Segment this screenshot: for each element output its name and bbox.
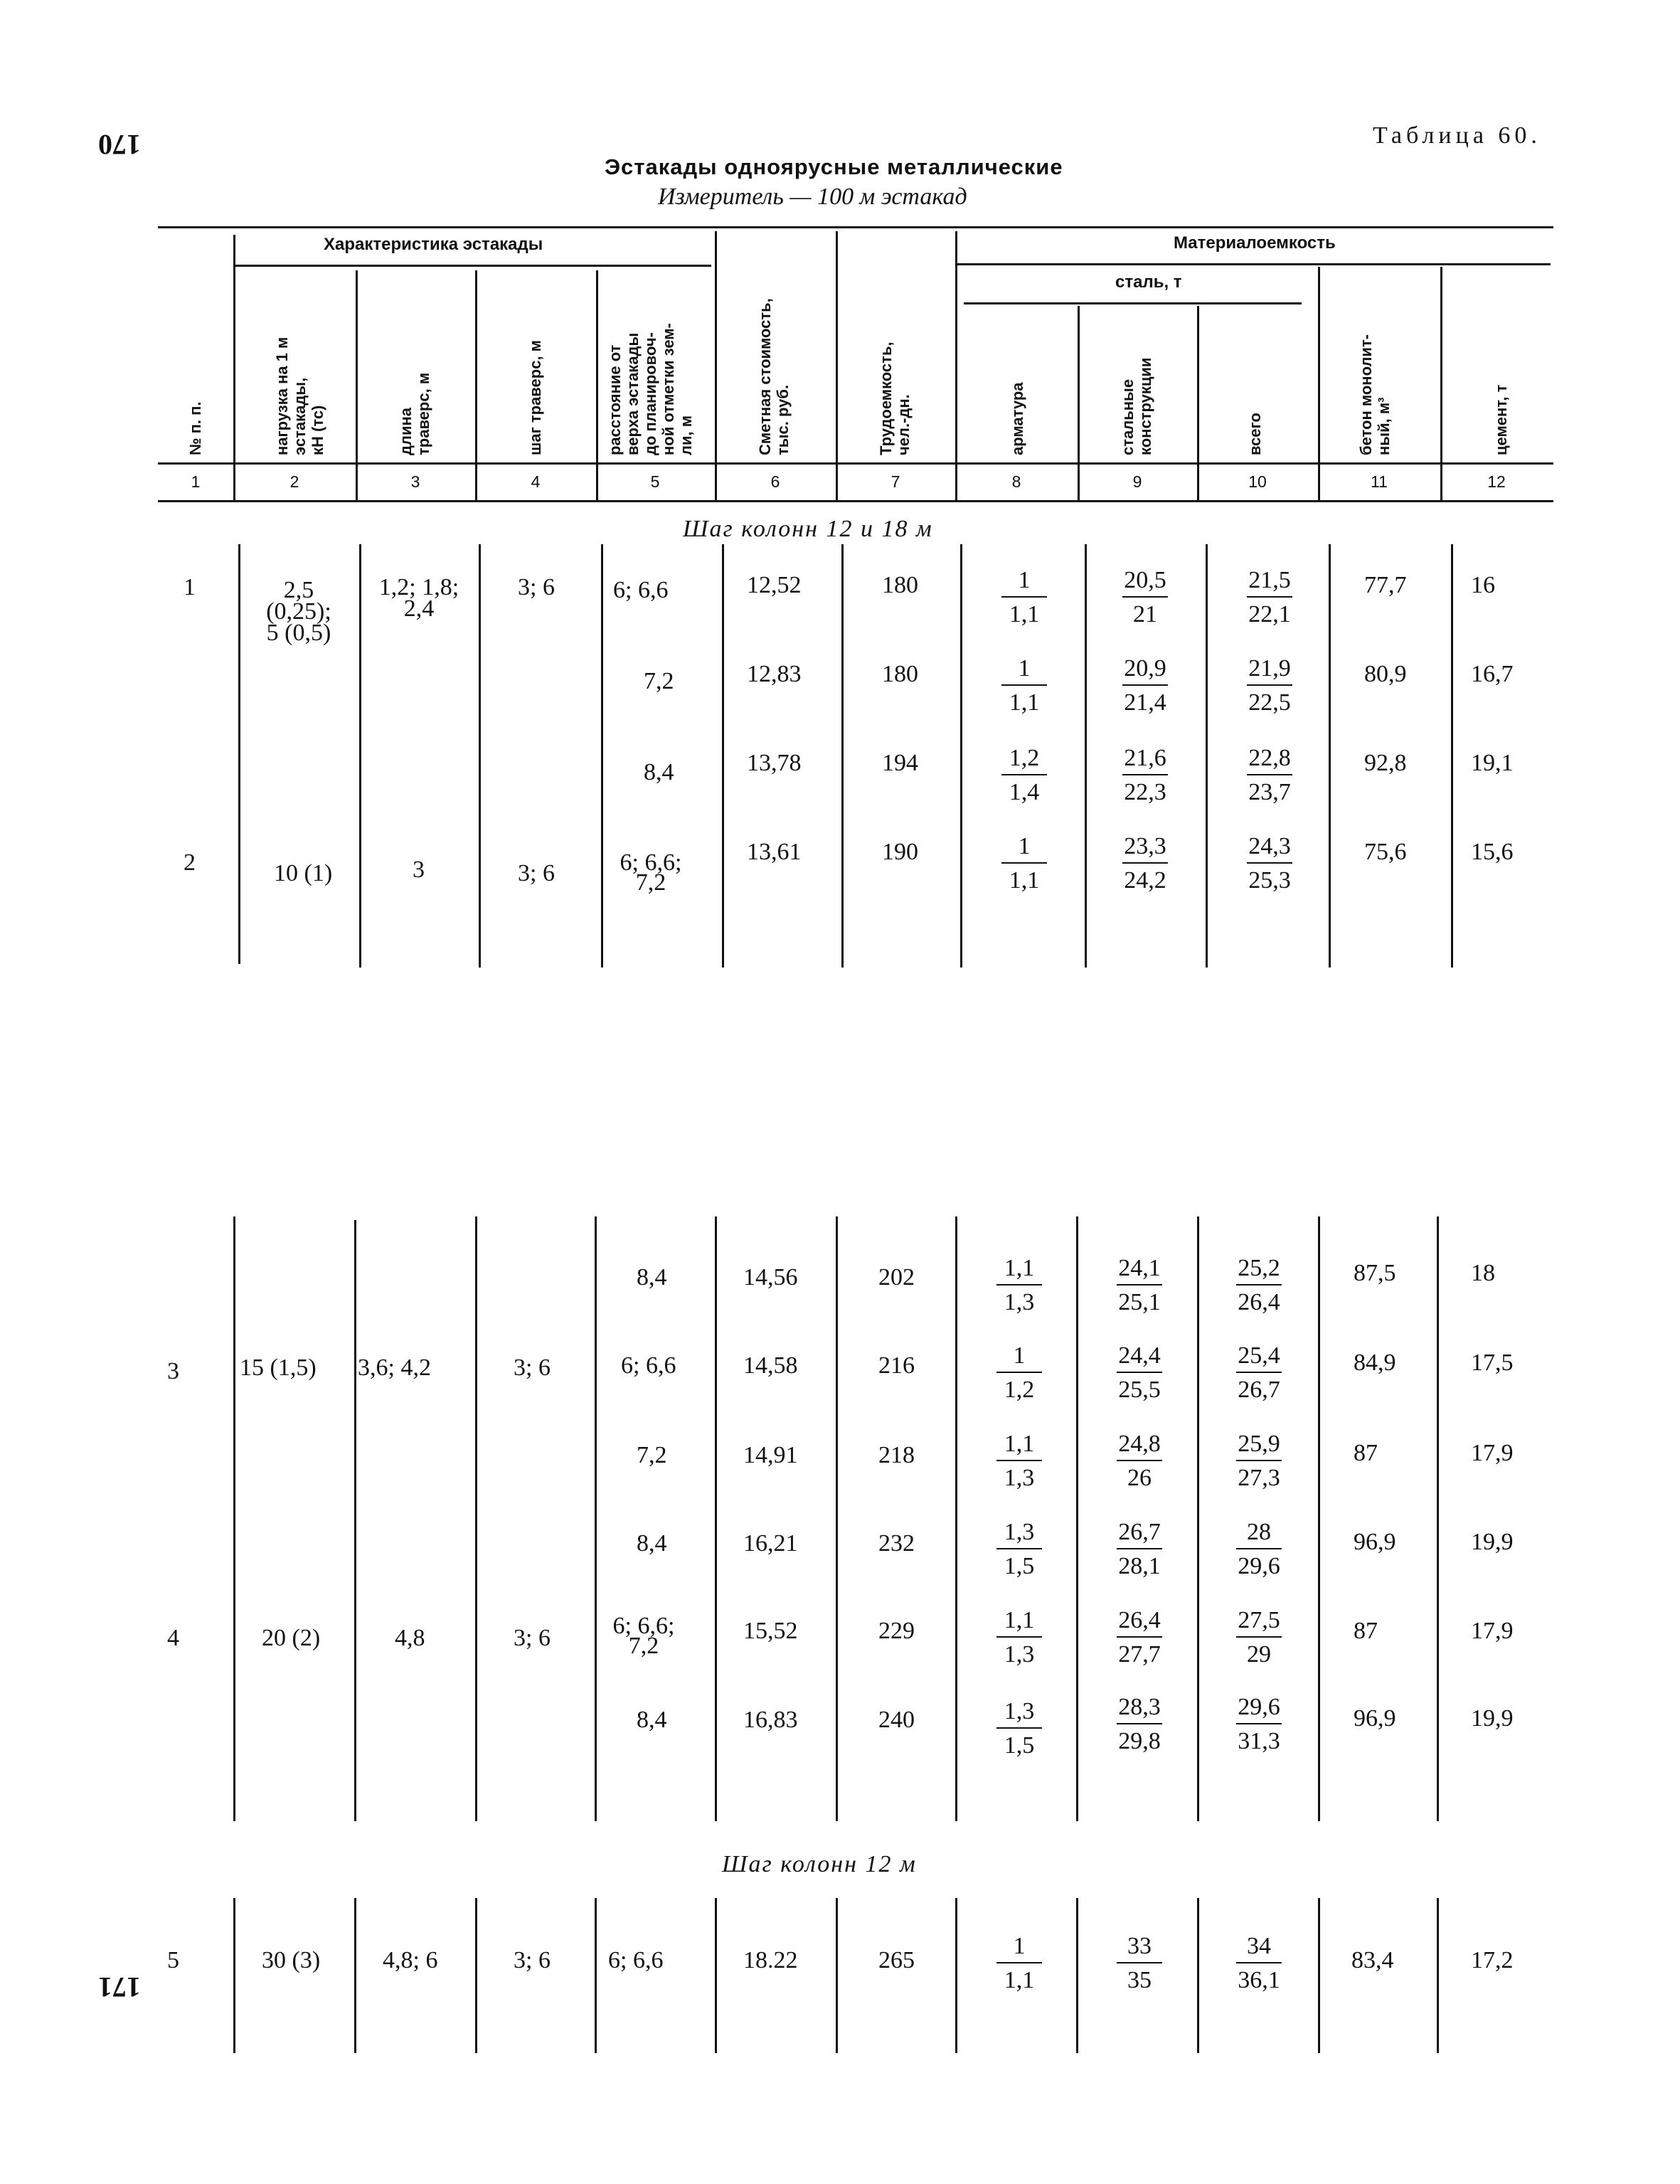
- item-number: 4: [167, 1625, 179, 1651]
- header-vline: [596, 270, 598, 500]
- header-vline: [356, 270, 358, 500]
- column-number: 1: [191, 472, 201, 491]
- body-vline: [1197, 1898, 1199, 2053]
- header-top-rule: [158, 226, 1553, 228]
- header-bottom-rule: [158, 462, 1553, 465]
- body-vline: [841, 544, 844, 968]
- header-steel-rule: [964, 302, 1302, 304]
- header-cost: Сметная стоимость, тыс. руб.: [756, 298, 792, 455]
- cell-labor: 265: [878, 1947, 915, 1973]
- body-vline: [354, 1220, 356, 1821]
- cell-rebar: 1 1,1: [982, 656, 1067, 716]
- column-number: 10: [1248, 472, 1267, 491]
- header-vline: [715, 231, 717, 500]
- header-group-steel: сталь, т: [1115, 272, 1182, 292]
- body-vline: [354, 1898, 356, 2053]
- header-group-characteristics: Характеристика эстакады: [324, 235, 543, 254]
- cell-concrete: 75,6: [1364, 839, 1407, 865]
- cell-distance: 6; 6,6: [621, 1352, 676, 1379]
- cell-total: 27,5 29: [1216, 1608, 1302, 1668]
- cell-cost: 12,83: [747, 661, 802, 687]
- cell-labor: 202: [878, 1264, 915, 1290]
- body-vline: [715, 1898, 717, 2053]
- cell-labor: 180: [882, 572, 918, 598]
- cell-cement: 16,7: [1471, 661, 1514, 687]
- item-length: 4,8; 6: [383, 1947, 438, 1973]
- header-length: длина траверс, м: [397, 372, 432, 455]
- column-number: 11: [1371, 472, 1388, 491]
- cell-cement: 17,2: [1471, 1947, 1514, 1973]
- item-load: 15 (1,5): [240, 1355, 317, 1381]
- cell-total: 29,6 31,3: [1216, 1695, 1302, 1754]
- cell-steel: 33 35: [1097, 1934, 1182, 1993]
- body-vline: [1437, 1898, 1439, 2053]
- body-vline: [238, 544, 240, 964]
- column-number: 4: [531, 472, 541, 491]
- header-cement: цемент, т: [1492, 384, 1510, 455]
- cell-steel: 24,8 26: [1097, 1431, 1182, 1491]
- item-distance: 6; 6,6; 7,2: [620, 849, 682, 896]
- header-vline: [1078, 306, 1080, 500]
- item-length: 4,8: [395, 1625, 425, 1651]
- cell-cost: 12,52: [747, 572, 802, 598]
- body-vline: [475, 1898, 477, 2053]
- cell-rebar: 1 1,2: [977, 1343, 1062, 1403]
- item-load: 2,5 (0,25); 5 (0,5): [266, 577, 331, 646]
- cell-cost: 13,78: [747, 750, 802, 776]
- cell-distance: 7,2: [644, 668, 674, 694]
- column-number: 3: [410, 472, 420, 491]
- cell-distance: 8,4: [644, 759, 674, 785]
- body-vline: [1085, 544, 1087, 968]
- item-length: 1,2; 1,8; 2,4: [378, 574, 459, 622]
- cell-cost: 13,61: [747, 839, 802, 865]
- cell-labor: 194: [882, 750, 918, 776]
- body-vline: [601, 544, 603, 968]
- body-vline: [960, 544, 962, 968]
- cell-cement: 17,5: [1471, 1350, 1514, 1376]
- cell-rebar: 1 1,1: [977, 1934, 1062, 1993]
- cell-labor: 190: [882, 839, 918, 865]
- cell-rebar: 1,1 1,3: [977, 1608, 1062, 1668]
- body-vline: [595, 1898, 597, 2053]
- body-vline: [595, 1216, 597, 1821]
- cell-cement: 15,6: [1471, 839, 1514, 865]
- cell-rebar: 1 1,1: [982, 568, 1067, 627]
- header-vline: [836, 231, 838, 500]
- colnum-bottom-rule: [158, 500, 1553, 502]
- cell-cement: 17,9: [1471, 1618, 1514, 1644]
- header-load: нагрузка на 1 м эстакады, кН (тс): [273, 336, 326, 455]
- item-load: 10 (1): [274, 860, 333, 886]
- item-length: 3,6; 4,2: [358, 1355, 431, 1381]
- cell-concrete: 87: [1354, 1440, 1378, 1466]
- body-vline: [955, 1898, 957, 2053]
- cell-cement: 16: [1471, 572, 1495, 598]
- cell-steel: 24,4 25,5: [1097, 1343, 1182, 1403]
- column-number: 7: [890, 472, 900, 491]
- cell-concrete: 96,9: [1354, 1705, 1396, 1732]
- body-vline: [475, 1216, 477, 1821]
- header-step: шаг траверс, м: [526, 340, 544, 455]
- section-heading-1: Шаг колонн 12 и 18 м: [683, 516, 933, 542]
- item-number: 3: [167, 1358, 179, 1384]
- cell-cost: 18.22: [743, 1947, 798, 1973]
- body-vline: [1329, 544, 1331, 968]
- cell-rebar: 1 1,1: [982, 834, 1067, 894]
- header-num: № п. п.: [186, 401, 204, 455]
- cell-total: 28 29,6: [1216, 1520, 1302, 1579]
- cell-concrete: 80,9: [1364, 661, 1407, 687]
- column-number: 6: [770, 472, 780, 491]
- cell-distance: 6; 6,6: [613, 577, 669, 603]
- item-distance: 6; 6,6; 7,2: [612, 1613, 675, 1659]
- cell-steel: 20,5 21: [1102, 568, 1188, 627]
- cell-distance: 8,4: [637, 1264, 667, 1290]
- body-vline: [233, 1898, 235, 2053]
- body-vline: [1076, 1216, 1078, 1821]
- cell-steel: 26,4 27,7: [1097, 1608, 1182, 1668]
- item-step: 3; 6: [514, 1625, 551, 1651]
- cell-concrete: 87,5: [1354, 1260, 1396, 1286]
- cell-rebar: 1,3 1,5: [977, 1520, 1062, 1579]
- cell-distance: 7,2: [637, 1442, 667, 1468]
- cell-concrete: 83,4: [1351, 1947, 1394, 1973]
- cell-cement: 19,1: [1471, 750, 1514, 776]
- cell-cost: 14,91: [743, 1442, 798, 1468]
- cell-rebar: 1,3 1,5: [977, 1699, 1062, 1759]
- cell-total: 24,3 25,3: [1227, 834, 1312, 894]
- cell-labor: 218: [878, 1442, 915, 1468]
- cell-steel: 28,3 29,8: [1097, 1695, 1182, 1754]
- header-char-rule: [235, 265, 711, 267]
- header-rebar: арматура: [1009, 382, 1026, 455]
- table-title: Эстакады одноярусные металлические: [605, 154, 1063, 179]
- cell-steel: 26,7 28,1: [1097, 1520, 1182, 1579]
- item-number: 1: [184, 574, 196, 600]
- cell-concrete: 96,9: [1354, 1529, 1396, 1555]
- cell-steel: 24,1 25,1: [1097, 1256, 1182, 1315]
- item-load: 20 (2): [262, 1625, 321, 1651]
- cell-cost: 14,56: [743, 1264, 798, 1290]
- body-vline: [1076, 1898, 1078, 2053]
- cell-steel: 20,9 21,4: [1102, 656, 1188, 716]
- body-vline: [836, 1216, 838, 1821]
- table-subtitle: Измеритель — 100 м эстакад: [658, 184, 967, 210]
- item-step: 3; 6: [514, 1947, 551, 1973]
- column-number: 2: [289, 472, 299, 491]
- cell-distance: 8,4: [637, 1530, 667, 1557]
- cell-cost: 16,83: [743, 1707, 798, 1733]
- cell-rebar: 1,1 1,3: [977, 1256, 1062, 1315]
- header-vline: [1318, 267, 1320, 500]
- cell-steel: 21,6 22,3: [1102, 746, 1188, 805]
- column-number: 12: [1487, 472, 1506, 491]
- body-vline: [1451, 544, 1453, 968]
- cell-rebar: 1,1 1,3: [977, 1431, 1062, 1491]
- cell-cement: 19,9: [1471, 1705, 1514, 1732]
- item-number: 5: [167, 1947, 179, 1973]
- body-vline: [1437, 1216, 1439, 1821]
- cell-cost: 14,58: [743, 1352, 798, 1379]
- item-step: 3; 6: [518, 574, 555, 600]
- cell-total: 25,4 26,7: [1216, 1343, 1302, 1403]
- cell-total: 34 36,1: [1216, 1934, 1302, 1993]
- item-step: 3; 6: [514, 1355, 551, 1381]
- header-labor: Трудоемкость, чел.-дн.: [877, 341, 913, 455]
- cell-labor: 240: [878, 1707, 915, 1733]
- cell-total: 21,9 22,5: [1227, 656, 1312, 716]
- header-vline: [1197, 306, 1199, 500]
- header-mat-rule: [957, 263, 1551, 265]
- item-number: 2: [184, 849, 196, 876]
- header-concrete: бетон монолит- ный, м³: [1357, 334, 1393, 455]
- item-load: 30 (3): [262, 1947, 321, 1973]
- item-length: 3: [413, 857, 425, 883]
- body-vline: [836, 1898, 838, 2053]
- column-number: 8: [1011, 472, 1021, 491]
- body-vline: [1197, 1216, 1199, 1821]
- body-vline: [1206, 544, 1208, 968]
- header-vline: [233, 235, 235, 500]
- header-group-materials: Материалоемкость: [1174, 233, 1336, 253]
- cell-labor: 229: [878, 1618, 915, 1644]
- cell-steel: 23,3 24,2: [1102, 834, 1188, 894]
- body-vline: [479, 544, 481, 968]
- column-number: 5: [650, 472, 660, 491]
- body-vline: [955, 1216, 957, 1821]
- cell-cement: 19,9: [1471, 1529, 1514, 1555]
- cell-total: 21,5 22,1: [1227, 568, 1312, 627]
- cell-cement: 17,9: [1471, 1440, 1514, 1466]
- cell-rebar: 1,2 1,4: [982, 746, 1067, 805]
- cell-concrete: 77,7: [1364, 572, 1407, 598]
- cell-concrete: 92,8: [1364, 750, 1407, 776]
- body-vline: [1318, 1898, 1320, 2053]
- cell-labor: 216: [878, 1352, 915, 1379]
- cell-distance: 8,4: [637, 1707, 667, 1733]
- cell-distance: 6; 6,6: [608, 1947, 664, 1973]
- cell-total: 25,2 26,4: [1216, 1256, 1302, 1315]
- page-number-top: 170: [98, 129, 141, 161]
- table-number: Таблица 60.: [1373, 122, 1541, 149]
- page-number-bottom: 171: [98, 1971, 141, 2003]
- section-heading-2: Шаг колонн 12 м: [722, 1851, 917, 1877]
- cell-cost: 15,52: [743, 1618, 798, 1644]
- cell-total: 22,8 23,7: [1227, 746, 1312, 805]
- body-vline: [233, 1216, 235, 1821]
- cell-labor: 180: [882, 661, 918, 687]
- cell-cement: 18: [1471, 1260, 1495, 1286]
- body-vline: [715, 1216, 717, 1821]
- cell-cost: 16,21: [743, 1530, 798, 1557]
- header-vline: [955, 231, 957, 500]
- header-steel-struct: стальные конструкции: [1119, 357, 1154, 455]
- header-vline: [1440, 267, 1442, 500]
- header-distance: расстояние от верха эстакады до планировоч- ной отметки зем- ли, м: [606, 323, 695, 455]
- body-vline: [1318, 1216, 1320, 1821]
- header-total: всего: [1246, 413, 1264, 455]
- cell-concrete: 87: [1354, 1618, 1378, 1644]
- item-step: 3; 6: [518, 860, 555, 886]
- cell-labor: 232: [878, 1530, 915, 1557]
- cell-total: 25,9 27,3: [1216, 1431, 1302, 1491]
- body-vline: [722, 544, 724, 968]
- column-number: 9: [1132, 472, 1142, 491]
- header-vline: [475, 270, 477, 500]
- cell-concrete: 84,9: [1354, 1350, 1396, 1376]
